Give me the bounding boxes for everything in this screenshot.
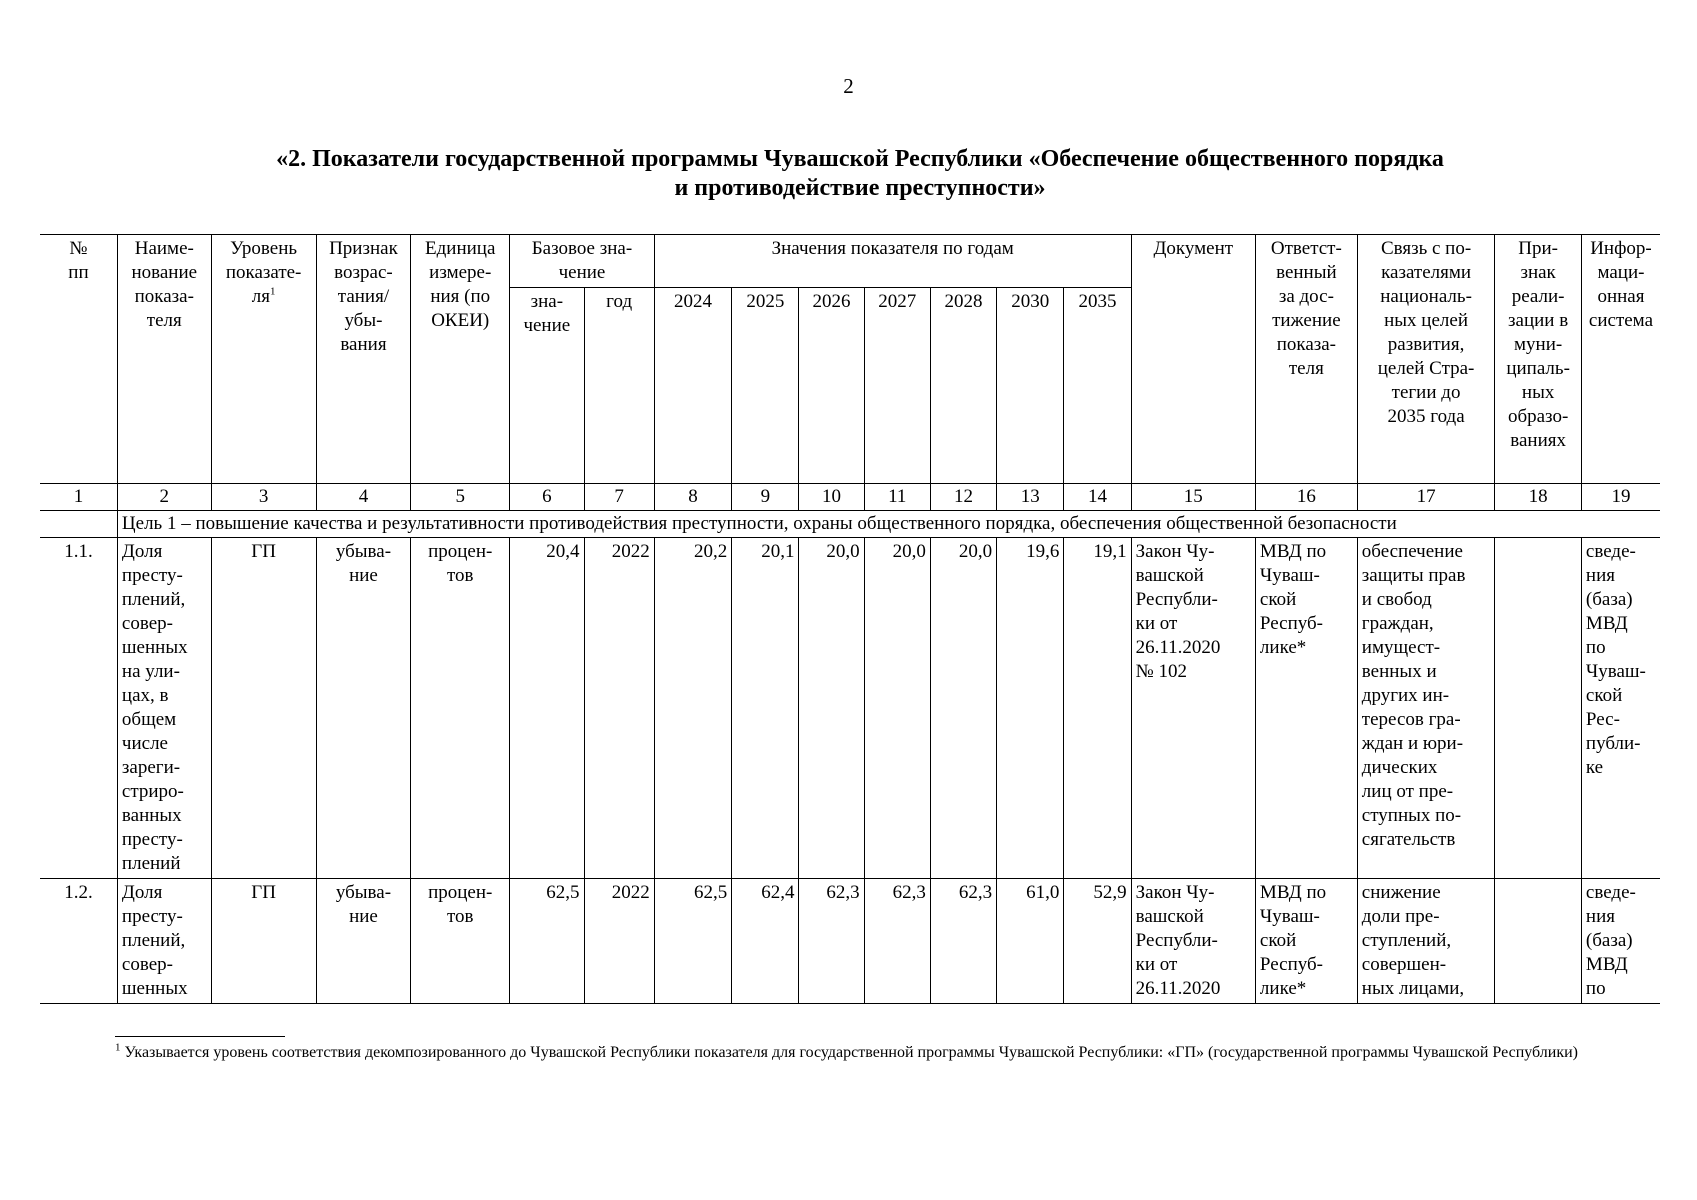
indicator-name: Доля престу- плений, совер- шенных bbox=[117, 879, 211, 1004]
header-years-group: Значения показателя по годам bbox=[654, 235, 1131, 288]
indicator-sign: убыва- ние bbox=[316, 538, 411, 879]
column-number: 11 bbox=[864, 484, 930, 511]
value-2035: 19,1 bbox=[1064, 538, 1131, 879]
responsible-cell: МВД по Чуваш- ской Респуб- лике* bbox=[1255, 879, 1357, 1004]
column-number: 12 bbox=[930, 484, 996, 511]
column-number: 16 bbox=[1255, 484, 1357, 511]
column-number: 1 bbox=[40, 484, 117, 511]
header-base: Базовое зна- чение bbox=[510, 235, 655, 288]
header-year-2024: 2024 bbox=[654, 288, 731, 484]
header-name: Наиме- нование показа- теля bbox=[117, 235, 211, 484]
column-number: 19 bbox=[1581, 484, 1660, 511]
page-title bbox=[120, 145, 1600, 203]
indicators-table bbox=[40, 234, 1660, 1004]
header-link: Связь с по- казателями националь- ных целей развития, целей Стра- тегии до 2035 года bbox=[1357, 235, 1495, 484]
base-year: 2022 bbox=[584, 879, 654, 1004]
footnote-text: Указывается уровень соответствия декомпозированного до Чувашской Республики показателя для государственной программы Чувашской Республики: «ГП» (государственной программы Чувашской Республики) bbox=[124, 1044, 1578, 1061]
header-year-2028: 2028 bbox=[930, 288, 996, 484]
row-number: 1.2. bbox=[40, 879, 117, 1004]
base-value: 20,4 bbox=[510, 538, 584, 879]
info-system-cell: сведе- ния (база) МВД по bbox=[1581, 879, 1660, 1004]
municipal-cell bbox=[1495, 538, 1582, 879]
base-value: 62,5 bbox=[510, 879, 584, 1004]
value-2025: 62,4 bbox=[732, 879, 799, 1004]
header-document: Документ bbox=[1131, 235, 1255, 484]
column-number: 5 bbox=[411, 484, 510, 511]
goal-text: Цель 1 – повышение качества и результативности противодействия преступности, охраны общественного порядка, обеспечения общественной безопасности bbox=[117, 511, 1660, 538]
header-unit: Единица измере- ния (по ОКЕИ) bbox=[411, 235, 510, 484]
column-number: 3 bbox=[211, 484, 316, 511]
header-level bbox=[211, 235, 316, 484]
footnote-divider bbox=[115, 1036, 285, 1037]
header-row-1 bbox=[40, 235, 1660, 288]
header-municipal: При- знак реали- зации в муни- ципаль- ных образо- ваниях bbox=[1495, 235, 1582, 484]
footnote bbox=[115, 1042, 1605, 1064]
column-numbers-row bbox=[40, 484, 1660, 511]
column-number: 8 bbox=[654, 484, 731, 511]
document-cell: Закон Чу- вашской Республи- ки от 26.11.2020 № 102 bbox=[1131, 538, 1255, 879]
header-sign: Признак возрас- тания/ убы- вания bbox=[316, 235, 411, 484]
base-year: 2022 bbox=[584, 538, 654, 879]
footnote-mark: 1 bbox=[115, 1041, 121, 1054]
header-year-2035: 2035 bbox=[1064, 288, 1131, 484]
header-year-2025: 2025 bbox=[732, 288, 799, 484]
column-number: 4 bbox=[316, 484, 411, 511]
indicator-unit: процен- тов bbox=[411, 538, 510, 879]
footnote-ref: 1 bbox=[269, 285, 276, 298]
value-2028: 20,0 bbox=[930, 538, 996, 879]
column-number: 17 bbox=[1357, 484, 1495, 511]
column-number: 18 bbox=[1495, 484, 1582, 511]
value-2026: 62,3 bbox=[799, 879, 864, 1004]
header-year-2026: 2026 bbox=[799, 288, 864, 484]
column-number: 14 bbox=[1064, 484, 1131, 511]
header-year-2027: 2027 bbox=[864, 288, 930, 484]
column-number: 9 bbox=[732, 484, 799, 511]
indicator-level: ГП bbox=[211, 538, 316, 879]
page-title-line-1: «2. Показатели государственной программы Чувашской Республики «Обеспечение общественного порядка bbox=[276, 146, 1444, 172]
info-system-cell: сведе- ния (база) МВД по Чуваш- ской Рес- публи- ке bbox=[1581, 538, 1660, 879]
value-2027: 20,0 bbox=[864, 538, 930, 879]
table-row bbox=[40, 879, 1660, 1004]
header-responsible: Ответст- венный за дос- тижение показа- теля bbox=[1255, 235, 1357, 484]
value-2030: 61,0 bbox=[997, 879, 1064, 1004]
document-cell: Закон Чу- вашской Республи- ки от 26.11.2020 bbox=[1131, 879, 1255, 1004]
value-2026: 20,0 bbox=[799, 538, 864, 879]
page-title-line-2: и противодействие преступности» bbox=[674, 175, 1046, 201]
header-year-2030: 2030 bbox=[997, 288, 1064, 484]
indicator-name: Доля престу- плений, совер- шенных на ули- цах, в общем числе зареги- стриро- ванных престу- плений bbox=[117, 538, 211, 879]
column-number: 7 bbox=[584, 484, 654, 511]
value-2028: 62,3 bbox=[930, 879, 996, 1004]
page-number: 2 bbox=[843, 74, 854, 98]
value-2030: 19,6 bbox=[997, 538, 1064, 879]
municipal-cell bbox=[1495, 879, 1582, 1004]
header-base-year: год bbox=[584, 288, 654, 484]
value-2024: 62,5 bbox=[654, 879, 731, 1004]
responsible-cell: МВД по Чуваш- ской Респуб- лике* bbox=[1255, 538, 1357, 879]
indicator-sign: убыва- ние bbox=[316, 879, 411, 1004]
column-number: 13 bbox=[997, 484, 1064, 511]
value-2024: 20,2 bbox=[654, 538, 731, 879]
header-base-value: зна- чение bbox=[510, 288, 584, 484]
header-no: № пп bbox=[40, 235, 117, 484]
goal-empty-cell bbox=[40, 511, 117, 538]
national-goals-link-cell: обеспечение защиты прав и свобод граждан, имущест- венных и других ин- тересов гра- ждан и юри- дических лиц от пре- ступных по- сягательств bbox=[1357, 538, 1495, 879]
table-row bbox=[40, 538, 1660, 879]
value-2025: 20,1 bbox=[732, 538, 799, 879]
indicator-unit: процен- тов bbox=[411, 879, 510, 1004]
header-info: Инфор- маци- онная система bbox=[1581, 235, 1660, 484]
goal-row bbox=[40, 511, 1660, 538]
value-2027: 62,3 bbox=[864, 879, 930, 1004]
row-number: 1.1. bbox=[40, 538, 117, 879]
column-number: 10 bbox=[799, 484, 864, 511]
value-2035: 52,9 bbox=[1064, 879, 1131, 1004]
column-number: 2 bbox=[117, 484, 211, 511]
column-number: 6 bbox=[510, 484, 584, 511]
indicator-level: ГП bbox=[211, 879, 316, 1004]
header-level-text: Уровень показате- ля bbox=[225, 238, 302, 307]
column-number: 15 bbox=[1131, 484, 1255, 511]
national-goals-link-cell: снижение доли пре- ступлений, совершен- ных лицами, bbox=[1357, 879, 1495, 1004]
